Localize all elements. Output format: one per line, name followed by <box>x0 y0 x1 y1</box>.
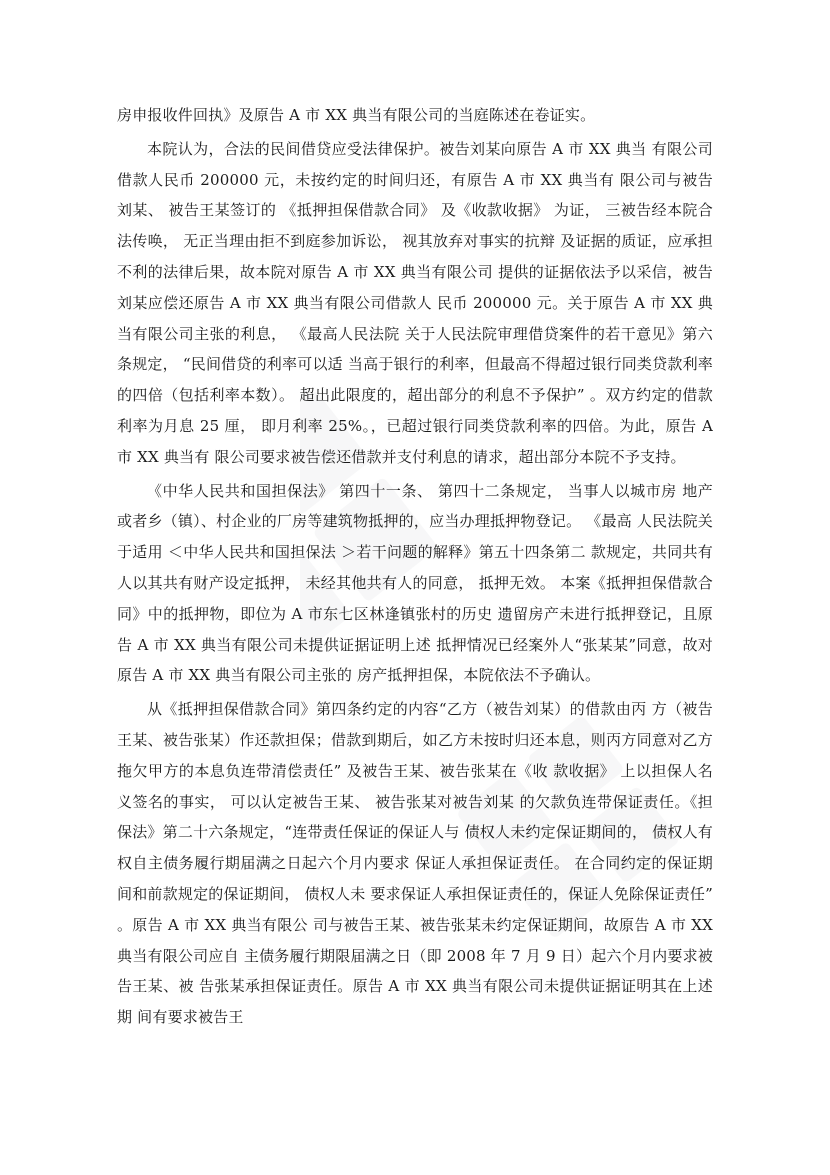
paragraph-4: 从《抵押担保借款合同》第四条约定的内容“乙方（被告刘某）的借款由丙 方（被告王某、被告张某）作还款担保；借款到期后，如乙方未按时归还本息，则丙方同意对乙方拖欠甲方的本息负连带清偿责任” 及被告王某、被告张某在《收 款收据》 上以担保人名义签名的事实， 可以认定被告王某、 被告张某对被告刘某 的欠款负连带保证责任。《担保法》第二十六条规定，“连带责任保证的保证人与 债权人未约定保证期间的， 债权人有权自主债务履行期届满之日起六个月内要求 保证人承担保证责任。 在合同约定的保证期间和前款规定的保证期间， 债权人未 要求保证人承担保证责任的，保证人免除保证责任” 。原告 A 市 XX 典当有限公 司与被告王某、被告张某未约定保证期间，故原告 A 市 XX 典当有限公司应自 主债务履行期限届满之日（即 2008 年 7 月 9 日）起六个月内要求被告王某、被 告张某承担保证责任。原告 A 市 XX 典当有限公司未提供证据证明其在上述期 间有要求被告王 <box>117 700 713 1027</box>
paragraph-3: 《中华人民共和国担保法》 第四十一条、 第四十二条规定， 当事人以城市房 地产或者乡（镇）、村企业的厂房等建筑物抵押的，应当办理抵押物登记。 《最高 人民法院关于适用 ＜中华人民共和国担保法 ＞若干问题的解释》第五十四条第二 款规定，共同共有人以其共有财产设定抵押， 未经其他共有人的同意， 抵押无效。 本案《抵押担保借款合同》中的抵押物，即位为 A 市东七区林逢镇张村的历史 遗留房产未进行抵押登记，且原告 A 市 XX 典当有限公司未提供证据证明上述 抵押情况已经案外人“张某某”同意，故对原告 A 市 XX 典当有限公司主张的 房产抵押担保，本院依法不予确认。 <box>117 481 713 685</box>
document-body <box>117 100 713 1033</box>
paragraph-1: 房申报收件回执》及原告 A 市 XX 典当有限公司的当庭陈述在卷证实。 <box>117 106 596 124</box>
paragraph-2: 本院认为，合法的民间借贷应受法律保护。被告刘某向原告 A 市 XX 典当 有限公司借款人民币 200000 元，未按约定的时间归还，有原告 A 市 XX 典当有 限公司与被告刘某、 被告王某签订的 《抵押担保借款合同》 及《收款收据》 为证， 三被告经本院合法传唤， 无正当理由拒不到庭参加诉讼， 视其放弃对事实的抗辩 及证据的质证，应承担不利的法律后果，故本院对原告 A 市 XX 典当有限公司 提供的证据依法予以采信，被告刘某应偿还原告 A 市 XX 典当有限公司借款人 民币 200000 元。关于原告 A 市 XX 典当有限公司主张的利息， 《最高人民法院 关于人民法院审理借贷案件的若干意见》第六条规定， “民间借贷的利率可以适 当高于银行的利率，但最高不得超过银行同类贷款利率的四倍（包括利率本数）。 超出此限度的，超出部分的利息不予保护” 。双方约定的借款利率为月息 25 厘， 即月利率 25%。，已超过银行同类贷款利率的四倍。为此，原告 A 市 XX 典当有 限公司要求被告偿还借款并支付利息的请求，超出部分本院不予支持。 <box>117 139 713 466</box>
